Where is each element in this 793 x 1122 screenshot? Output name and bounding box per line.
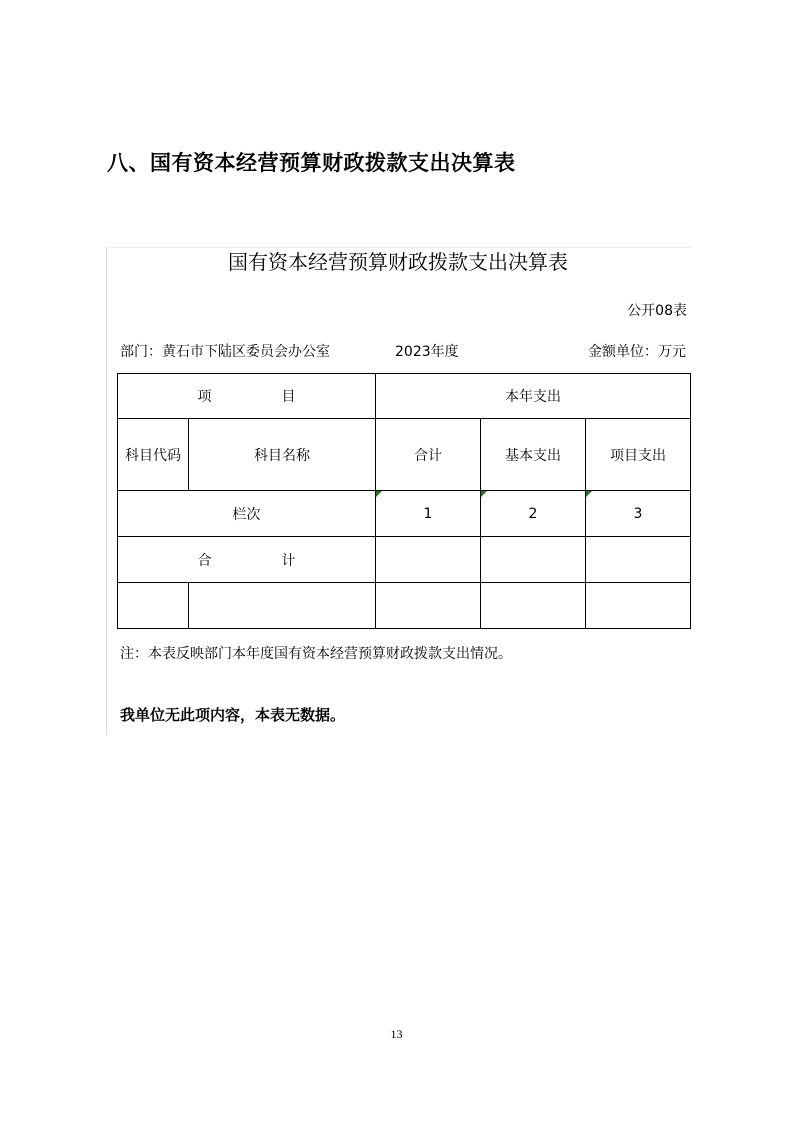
total-label-b: 计 xyxy=(281,552,296,569)
column-number-1: 1 xyxy=(376,491,481,537)
header-subject-name: 科目名称 xyxy=(189,419,376,491)
header-subject-code: 科目代码 xyxy=(118,419,189,491)
amount-unit: 金额单位：万元 xyxy=(588,344,686,360)
empty-total-cell xyxy=(376,583,481,629)
page-number: 13 xyxy=(390,1027,403,1041)
empty-name-cell xyxy=(189,583,376,629)
header-project-b: 目 xyxy=(281,389,296,405)
header-current-year-spending: 本年支出 xyxy=(376,374,691,419)
column-number-3: 3 xyxy=(586,491,691,537)
table-row xyxy=(118,583,691,629)
empty-code-cell xyxy=(118,583,189,629)
total-project-cell xyxy=(586,537,691,583)
fiscal-year: 2023年度 xyxy=(395,344,459,360)
expenditure-table xyxy=(117,373,691,629)
header-basic-spending: 基本支出 xyxy=(481,419,586,491)
total-label-a: 合 xyxy=(197,552,212,569)
column-number-label: 栏次 xyxy=(118,491,376,537)
table-header-row-2 xyxy=(118,419,691,491)
section-heading: 八、国有资本经营预算财政拨款支出决算表 xyxy=(107,151,516,175)
total-cell xyxy=(376,537,481,583)
header-total: 合计 xyxy=(376,419,481,491)
header-project-a: 项 xyxy=(197,389,212,405)
table-header-row-1 xyxy=(118,374,691,419)
table-note: 注：本表反映部门本年度国有资本经营预算财政拨款支出情况。 xyxy=(120,646,512,662)
table-meta-row xyxy=(120,341,686,361)
column-number-row xyxy=(118,491,691,537)
no-data-statement: 我单位无此项内容，本表无数据。 xyxy=(120,706,346,724)
total-row-label xyxy=(118,537,376,583)
total-row xyxy=(118,537,691,583)
column-number-2: 2 xyxy=(481,491,586,537)
empty-project-cell xyxy=(586,583,691,629)
header-project-spending: 项目支出 xyxy=(586,419,691,491)
table-title: 国有资本经营预算财政拨款支出决算表 xyxy=(228,250,568,274)
total-basic-cell xyxy=(481,537,586,583)
table-code: 公开08表 xyxy=(627,303,687,319)
department-label: 部门：黄石市下陆区委员会办公室 xyxy=(120,344,330,360)
empty-basic-cell xyxy=(481,583,586,629)
header-project xyxy=(118,374,376,419)
